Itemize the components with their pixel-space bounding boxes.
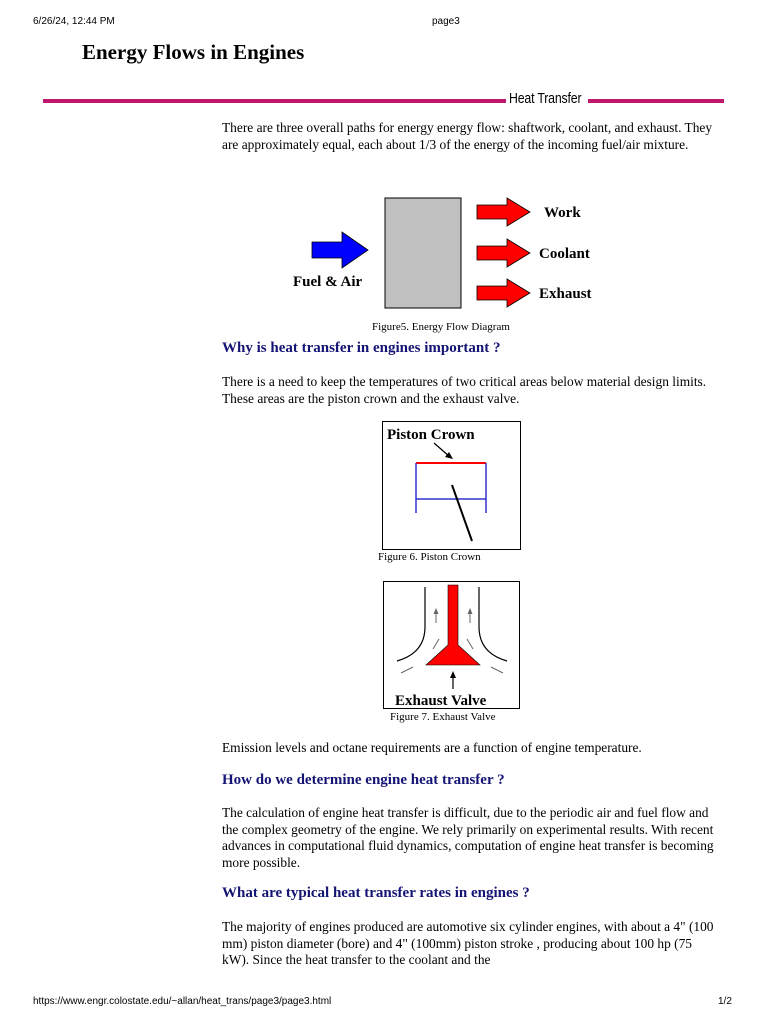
figure5-caption: Figure5. Energy Flow Diagram bbox=[372, 321, 510, 333]
print-page-count: 1/2 bbox=[718, 996, 732, 1007]
intro-paragraph: There are three overall paths for energy energy flow: shaftwork, coolant, and exhaust. They are approximately equal, each about 1/3 of the energy of the incoming fuel/air mixture. bbox=[222, 120, 713, 152]
coolant-label: Coolant bbox=[539, 246, 590, 262]
figure6-caption: Figure 6. Piston Crown bbox=[378, 551, 481, 563]
heading-typical-rates: What are typical heat transfer rates in engines ? bbox=[222, 885, 530, 901]
coolant-arrow-icon bbox=[477, 239, 530, 267]
print-url: https://www.engr.colostate.edu/~allan/heat_trans/page3/page3.html bbox=[33, 996, 332, 1007]
heading-determine-heat-transfer: How do we determine engine heat transfer ? bbox=[222, 772, 505, 788]
piston-crown-figure bbox=[382, 421, 522, 551]
work-arrow-icon bbox=[477, 198, 530, 226]
print-page-label: page3 bbox=[432, 16, 460, 27]
piston-crown-label: Piston Crown bbox=[387, 427, 475, 443]
fuel-air-arrow-icon bbox=[312, 232, 368, 268]
exhaust-valve-figure bbox=[383, 581, 521, 709]
work-label: Work bbox=[544, 205, 581, 221]
section-rule-left bbox=[43, 99, 506, 103]
fuel-air-label: Fuel & Air bbox=[293, 274, 363, 290]
section-rule-right bbox=[588, 99, 724, 103]
engine-block bbox=[385, 198, 461, 308]
print-datetime: 6/26/24, 12:44 PM bbox=[33, 16, 115, 27]
exhaust-valve-label: Exhaust Valve bbox=[395, 693, 487, 709]
heading-why-important: Why is heat transfer in engines important ? bbox=[222, 340, 501, 356]
figure7-caption: Figure 7. Exhaust Valve bbox=[390, 711, 496, 723]
paragraph-emissions: Emission levels and octane requirements are a function of engine temperature. bbox=[222, 740, 642, 755]
energy-flow-diagram bbox=[285, 192, 625, 314]
paragraph-calculation: The calculation of engine heat transfer is difficult, due to the periodic air and fuel flow and the complex geometry of the engine. We rely primarily on experimental results. With recent advances in computational fluid dynamics, computation of engine heat transfer is becoming more possible. bbox=[222, 805, 714, 870]
exhaust-arrow-icon bbox=[477, 279, 530, 307]
page-title: Energy Flows in Engines bbox=[82, 40, 305, 64]
paragraph-critical-areas: There is a need to keep the temperatures of two critical areas below material design limits. These areas are the piston crown and the exhaust valve. bbox=[222, 374, 707, 406]
paragraph-majority-engines: The majority of engines produced are automotive six cylinder engines, with about a 4" (100 mm) piston diameter (bore) and 4" (100mm) piston stroke , producing about 100 hp (75 kW). Since the heat transfer to the coolant and the bbox=[222, 919, 714, 967]
section-tag: Heat Transfer bbox=[509, 90, 582, 107]
exhaust-label: Exhaust bbox=[539, 286, 592, 302]
